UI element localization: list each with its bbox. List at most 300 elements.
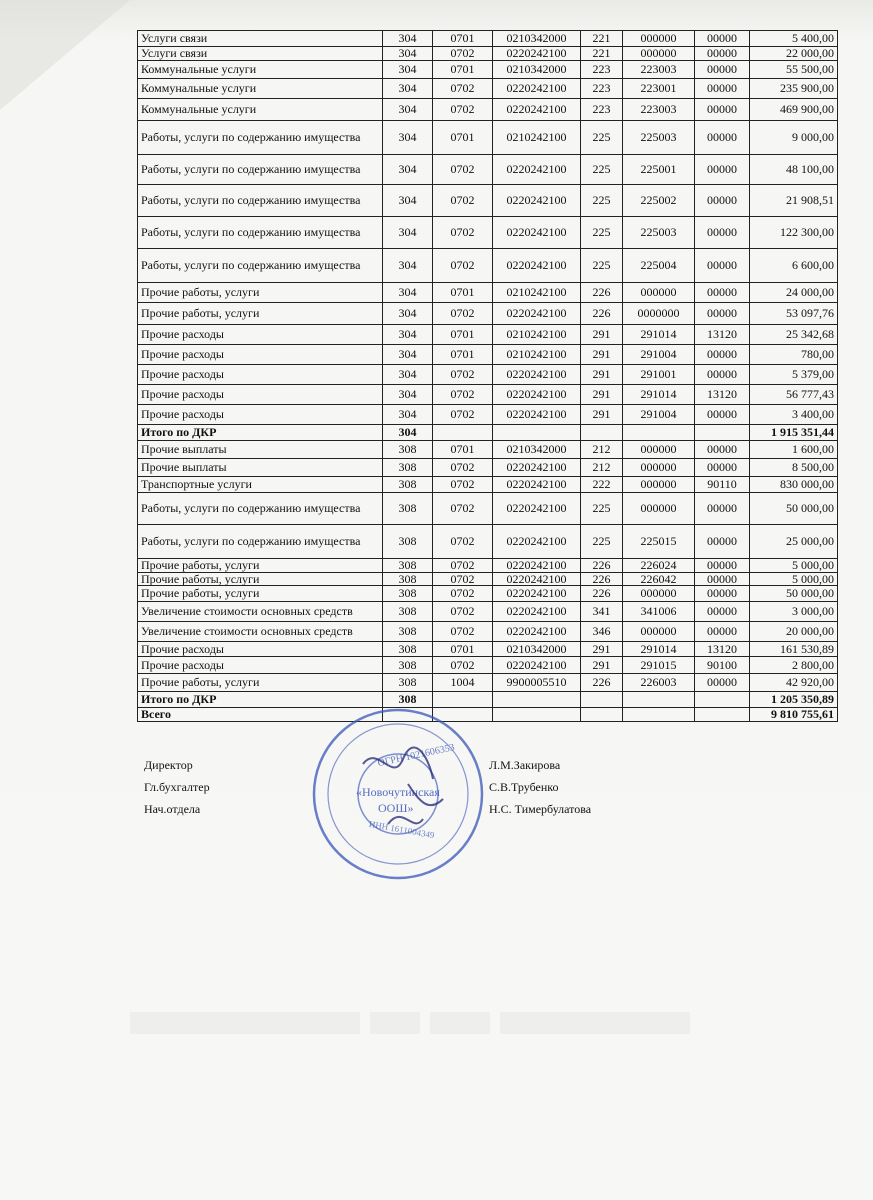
row-extra (695, 708, 750, 722)
row-section (433, 425, 493, 441)
row-target: 0220242100 (493, 572, 581, 586)
row-code-a: 308 (383, 642, 433, 657)
row-code-a: 308 (383, 459, 433, 477)
row-section: 0702 (433, 405, 493, 425)
row-sum: 5 379,00 (750, 365, 838, 385)
row-extra: 00000 (695, 99, 750, 121)
row-section: 0702 (433, 217, 493, 249)
row-target: 0210342000 (493, 642, 581, 657)
row-kosgu: 226 (581, 283, 623, 303)
row-name: Работы, услуги по содержанию имущества (138, 185, 383, 217)
row-extra: 00000 (695, 525, 750, 559)
head-name: Н.С. Тимербулатова (489, 802, 592, 816)
row-section: 0701 (433, 283, 493, 303)
row-target: 0210242100 (493, 283, 581, 303)
row-name: Работы, услуги по содержанию имущества (138, 249, 383, 283)
row-extra: 00000 (695, 586, 750, 602)
table-row (138, 325, 838, 345)
row-kosgu: 291 (581, 385, 623, 405)
row-extra: 00000 (695, 622, 750, 642)
row-extra: 00000 (695, 155, 750, 185)
row-extra: 00000 (695, 303, 750, 325)
row-section: 0701 (433, 345, 493, 365)
row-target: 0220242100 (493, 99, 581, 121)
row-sum: 3 000,00 (750, 602, 838, 622)
row-kosgu: 225 (581, 493, 623, 525)
table-row (138, 477, 838, 493)
row-target: 0220242100 (493, 405, 581, 425)
row-name: Итого по ДКР (138, 425, 383, 441)
row-subcode: 226024 (623, 559, 695, 573)
row-kosgu: 291 (581, 657, 623, 674)
row-kosgu: 225 (581, 155, 623, 185)
row-sum: 122 300,00 (750, 217, 838, 249)
row-kosgu: 212 (581, 441, 623, 459)
row-kosgu: 226 (581, 674, 623, 692)
row-code-a: 304 (383, 425, 433, 441)
row-subcode: 225015 (623, 525, 695, 559)
row-name: Всего (138, 708, 383, 722)
row-name: Работы, услуги по содержанию имущества (138, 155, 383, 185)
row-extra: 00000 (695, 283, 750, 303)
row-section: 0701 (433, 642, 493, 657)
folded-corner (0, 0, 130, 110)
director-name: Л.М.Закирова (489, 758, 561, 772)
row-code-a: 308 (383, 559, 433, 573)
row-sum: 50 000,00 (750, 586, 838, 602)
accountant-name: С.В.Трубенко (489, 780, 559, 794)
row-sum: 2 800,00 (750, 657, 838, 674)
row-extra: 00000 (695, 345, 750, 365)
row-kosgu: 221 (581, 31, 623, 47)
row-code-a: 308 (383, 441, 433, 459)
row-kosgu (581, 425, 623, 441)
row-target: 0220242100 (493, 365, 581, 385)
table-row (138, 405, 838, 425)
row-subcode: 000000 (623, 283, 695, 303)
row-sum: 55 500,00 (750, 61, 838, 79)
row-name: Услуги связи (138, 31, 383, 47)
row-code-a: 304 (383, 185, 433, 217)
row-name: Прочие расходы (138, 657, 383, 674)
row-extra: 00000 (695, 47, 750, 61)
row-subcode: 000000 (623, 622, 695, 642)
row-kosgu: 225 (581, 525, 623, 559)
row-code-a: 308 (383, 525, 433, 559)
row-name: Транспортные услуги (138, 477, 383, 493)
row-kosgu: 225 (581, 249, 623, 283)
row-subcode (623, 692, 695, 708)
row-name: Работы, услуги по содержанию имущества (138, 525, 383, 559)
row-sum: 5 400,00 (750, 31, 838, 47)
row-subcode: 223003 (623, 61, 695, 79)
row-section: 0702 (433, 559, 493, 573)
row-sum: 48 100,00 (750, 155, 838, 185)
row-target: 0220242100 (493, 657, 581, 674)
row-subcode: 223003 (623, 99, 695, 121)
stamp-center-line1: «Новочутинская (356, 785, 440, 799)
row-sum: 21 908,51 (750, 185, 838, 217)
row-section: 0702 (433, 365, 493, 385)
row-section: 0702 (433, 459, 493, 477)
row-target: 0220242100 (493, 493, 581, 525)
expense-table (137, 30, 838, 722)
row-extra: 00000 (695, 559, 750, 573)
row-kosgu (581, 708, 623, 722)
row-subcode: 000000 (623, 477, 695, 493)
row-target: 0220242100 (493, 217, 581, 249)
row-target: 0220242100 (493, 79, 581, 99)
row-name: Прочие расходы (138, 325, 383, 345)
row-sum: 469 900,00 (750, 99, 838, 121)
row-extra (695, 692, 750, 708)
row-name: Работы, услуги по содержанию имущества (138, 217, 383, 249)
row-kosgu: 226 (581, 559, 623, 573)
row-code-a: 304 (383, 121, 433, 155)
row-subcode: 291004 (623, 345, 695, 365)
row-name: Прочие расходы (138, 405, 383, 425)
row-sum: 6 600,00 (750, 249, 838, 283)
row-code-a: 308 (383, 586, 433, 602)
row-target: 0220242100 (493, 459, 581, 477)
table-row (138, 303, 838, 325)
total-row (138, 425, 838, 441)
row-extra: 00000 (695, 121, 750, 155)
row-sum: 53 097,76 (750, 303, 838, 325)
row-extra: 00000 (695, 249, 750, 283)
row-name: Прочие работы, услуги (138, 572, 383, 586)
row-target: 0220242100 (493, 185, 581, 217)
table-row (138, 185, 838, 217)
row-target (493, 425, 581, 441)
row-extra: 13120 (695, 385, 750, 405)
row-name: Прочие расходы (138, 345, 383, 365)
row-code-a: 308 (383, 674, 433, 692)
row-section: 0701 (433, 31, 493, 47)
row-extra (695, 425, 750, 441)
row-kosgu: 341 (581, 602, 623, 622)
row-subcode: 225002 (623, 185, 695, 217)
row-target (493, 692, 581, 708)
row-section: 0702 (433, 493, 493, 525)
row-code-a: 304 (383, 385, 433, 405)
table-row (138, 642, 838, 657)
row-kosgu: 346 (581, 622, 623, 642)
row-target: 0210242100 (493, 121, 581, 155)
director-role: Директор (144, 758, 193, 772)
row-code-a: 304 (383, 31, 433, 47)
row-section: 0702 (433, 185, 493, 217)
row-sum: 1 600,00 (750, 441, 838, 459)
row-target: 0210342000 (493, 31, 581, 47)
row-subcode: 291014 (623, 385, 695, 405)
row-extra: 90100 (695, 657, 750, 674)
table-row (138, 217, 838, 249)
row-code-a: 308 (383, 572, 433, 586)
row-subcode: 000000 (623, 493, 695, 525)
row-name: Услуги связи (138, 47, 383, 61)
table-row (138, 249, 838, 283)
row-sum: 161 530,89 (750, 642, 838, 657)
row-code-a: 304 (383, 217, 433, 249)
row-subcode: 000000 (623, 31, 695, 47)
table-row (138, 121, 838, 155)
table-row (138, 155, 838, 185)
organization-stamp (308, 704, 488, 884)
row-code-a: 308 (383, 602, 433, 622)
row-code-a: 304 (383, 61, 433, 79)
row-code-a: 304 (383, 99, 433, 121)
row-section: 0702 (433, 79, 493, 99)
row-name: Прочие работы, услуги (138, 674, 383, 692)
row-code-a: 304 (383, 155, 433, 185)
table-row (138, 385, 838, 405)
row-sum: 235 900,00 (750, 79, 838, 99)
row-sum: 8 500,00 (750, 459, 838, 477)
row-section: 0702 (433, 385, 493, 405)
row-subcode: 000000 (623, 47, 695, 61)
row-extra: 13120 (695, 642, 750, 657)
table-row (138, 572, 838, 586)
table-row (138, 602, 838, 622)
row-target: 0220242100 (493, 385, 581, 405)
table-row (138, 441, 838, 459)
row-target: 0220242100 (493, 586, 581, 602)
row-section: 0702 (433, 602, 493, 622)
row-subcode: 225001 (623, 155, 695, 185)
row-section: 0702 (433, 525, 493, 559)
row-kosgu: 291 (581, 325, 623, 345)
accountant-role: Гл.бухгалтер (144, 780, 210, 794)
row-subcode: 223001 (623, 79, 695, 99)
row-code-a: 304 (383, 405, 433, 425)
row-sum: 830 000,00 (750, 477, 838, 493)
row-name: Увеличение стоимости основных средств (138, 602, 383, 622)
row-subcode: 225003 (623, 217, 695, 249)
row-name: Коммунальные услуги (138, 99, 383, 121)
row-extra: 00000 (695, 493, 750, 525)
row-subcode: 000000 (623, 459, 695, 477)
row-name: Прочие расходы (138, 385, 383, 405)
row-name: Прочие расходы (138, 642, 383, 657)
stamp-center-line2: ООШ» (378, 801, 414, 815)
row-subcode: 0000000 (623, 303, 695, 325)
row-target: 0220242100 (493, 622, 581, 642)
row-code-a: 308 (383, 622, 433, 642)
row-name: Работы, услуги по содержанию имущества (138, 493, 383, 525)
table-row (138, 47, 838, 61)
row-kosgu: 226 (581, 572, 623, 586)
row-target: 0210242100 (493, 325, 581, 345)
row-subcode: 291014 (623, 325, 695, 345)
table-row (138, 657, 838, 674)
row-subcode: 225004 (623, 249, 695, 283)
row-subcode: 225003 (623, 121, 695, 155)
row-subcode: 291015 (623, 657, 695, 674)
row-target: 0220242100 (493, 602, 581, 622)
row-name: Итого по ДКР (138, 692, 383, 708)
row-section: 0702 (433, 249, 493, 283)
row-extra: 00000 (695, 602, 750, 622)
row-sum: 5 000,00 (750, 559, 838, 573)
row-sum: 25 000,00 (750, 525, 838, 559)
row-target: 9900005510 (493, 674, 581, 692)
row-section: 0701 (433, 61, 493, 79)
row-code-a: 304 (383, 303, 433, 325)
row-kosgu: 225 (581, 185, 623, 217)
row-sum: 20 000,00 (750, 622, 838, 642)
row-extra: 00000 (695, 459, 750, 477)
row-subcode: 226042 (623, 572, 695, 586)
row-kosgu: 222 (581, 477, 623, 493)
row-target: 0220242100 (493, 249, 581, 283)
row-extra: 00000 (695, 365, 750, 385)
table-row (138, 31, 838, 47)
row-section: 0702 (433, 657, 493, 674)
row-sum: 50 000,00 (750, 493, 838, 525)
table-row (138, 283, 838, 303)
row-subcode: 291004 (623, 405, 695, 425)
row-code-a: 308 (383, 493, 433, 525)
table-row (138, 365, 838, 385)
row-name: Прочие выплаты (138, 459, 383, 477)
row-extra: 00000 (695, 572, 750, 586)
row-kosgu: 225 (581, 121, 623, 155)
row-target (493, 708, 581, 722)
row-kosgu (581, 692, 623, 708)
row-name: Коммунальные услуги (138, 79, 383, 99)
table-row (138, 674, 838, 692)
row-target: 0220242100 (493, 559, 581, 573)
row-extra: 00000 (695, 31, 750, 47)
table-row (138, 99, 838, 121)
row-target: 0210342000 (493, 441, 581, 459)
row-extra: 00000 (695, 441, 750, 459)
row-subcode: 000000 (623, 586, 695, 602)
row-target: 0220242100 (493, 303, 581, 325)
row-code-a: 308 (383, 657, 433, 674)
row-subcode (623, 708, 695, 722)
row-name: Прочие работы, услуги (138, 559, 383, 573)
row-kosgu: 291 (581, 642, 623, 657)
row-target: 0210242100 (493, 345, 581, 365)
row-section: 0701 (433, 325, 493, 345)
row-section: 0702 (433, 586, 493, 602)
row-target: 0220242100 (493, 47, 581, 61)
row-section: 0702 (433, 99, 493, 121)
table-row (138, 559, 838, 573)
row-target: 0220242100 (493, 477, 581, 493)
row-subcode (623, 425, 695, 441)
row-section: 0702 (433, 303, 493, 325)
row-name: Прочие работы, услуги (138, 303, 383, 325)
table-row (138, 525, 838, 559)
table-row (138, 345, 838, 365)
row-section: 0701 (433, 121, 493, 155)
row-kosgu: 226 (581, 303, 623, 325)
row-sum: 3 400,00 (750, 405, 838, 425)
row-kosgu: 223 (581, 61, 623, 79)
row-sum: 42 920,00 (750, 674, 838, 692)
row-subcode: 341006 (623, 602, 695, 622)
table-row (138, 79, 838, 99)
row-extra: 00000 (695, 79, 750, 99)
row-code-a: 304 (383, 365, 433, 385)
row-extra: 00000 (695, 674, 750, 692)
row-name: Прочие расходы (138, 365, 383, 385)
row-sum: 1 205 350,89 (750, 692, 838, 708)
row-code-a: 304 (383, 325, 433, 345)
row-subcode: 226003 (623, 674, 695, 692)
row-kosgu: 221 (581, 47, 623, 61)
row-sum: 24 000,00 (750, 283, 838, 303)
row-kosgu: 291 (581, 345, 623, 365)
row-sum: 25 342,68 (750, 325, 838, 345)
row-section: 0702 (433, 622, 493, 642)
row-code-a: 304 (383, 47, 433, 61)
row-extra: 00000 (695, 185, 750, 217)
row-name: Увеличение стоимости основных средств (138, 622, 383, 642)
row-subcode: 291014 (623, 642, 695, 657)
table-row (138, 459, 838, 477)
row-sum: 56 777,43 (750, 385, 838, 405)
row-code-a: 308 (383, 692, 433, 708)
row-kosgu: 226 (581, 586, 623, 602)
row-sum: 22 000,00 (750, 47, 838, 61)
row-code-a: 304 (383, 345, 433, 365)
row-code-a: 308 (383, 477, 433, 493)
row-name: Прочие выплаты (138, 441, 383, 459)
row-sum: 9 810 755,61 (750, 708, 838, 722)
row-section: 0702 (433, 477, 493, 493)
row-section: 1004 (433, 674, 493, 692)
row-name: Прочие работы, услуги (138, 586, 383, 602)
row-kosgu: 223 (581, 79, 623, 99)
row-sum: 780,00 (750, 345, 838, 365)
row-name: Работы, услуги по содержанию имущества (138, 121, 383, 155)
row-name: Коммунальные услуги (138, 61, 383, 79)
row-sum: 1 915 351,44 (750, 425, 838, 441)
row-kosgu: 291 (581, 405, 623, 425)
row-section: 0702 (433, 572, 493, 586)
faint-scan-marks (130, 1012, 690, 1034)
row-subcode: 291001 (623, 365, 695, 385)
row-code-a: 304 (383, 283, 433, 303)
row-kosgu: 212 (581, 459, 623, 477)
row-section: 0702 (433, 155, 493, 185)
table-row (138, 622, 838, 642)
row-subcode: 000000 (623, 441, 695, 459)
table-row (138, 493, 838, 525)
row-target: 0210342000 (493, 61, 581, 79)
stamp-ogrn: ОГРН 1021606353 (376, 742, 456, 770)
row-kosgu: 223 (581, 99, 623, 121)
row-extra: 90110 (695, 477, 750, 493)
row-target: 0220242100 (493, 155, 581, 185)
row-extra: 00000 (695, 61, 750, 79)
row-sum: 5 000,00 (750, 572, 838, 586)
row-kosgu: 291 (581, 365, 623, 385)
table-row (138, 61, 838, 79)
row-name: Прочие работы, услуги (138, 283, 383, 303)
row-code-a: 304 (383, 249, 433, 283)
head-role: Нач.отдела (144, 802, 201, 816)
row-extra: 13120 (695, 325, 750, 345)
row-extra: 00000 (695, 405, 750, 425)
row-section: 0702 (433, 47, 493, 61)
table-row (138, 586, 838, 602)
row-sum: 9 000,00 (750, 121, 838, 155)
